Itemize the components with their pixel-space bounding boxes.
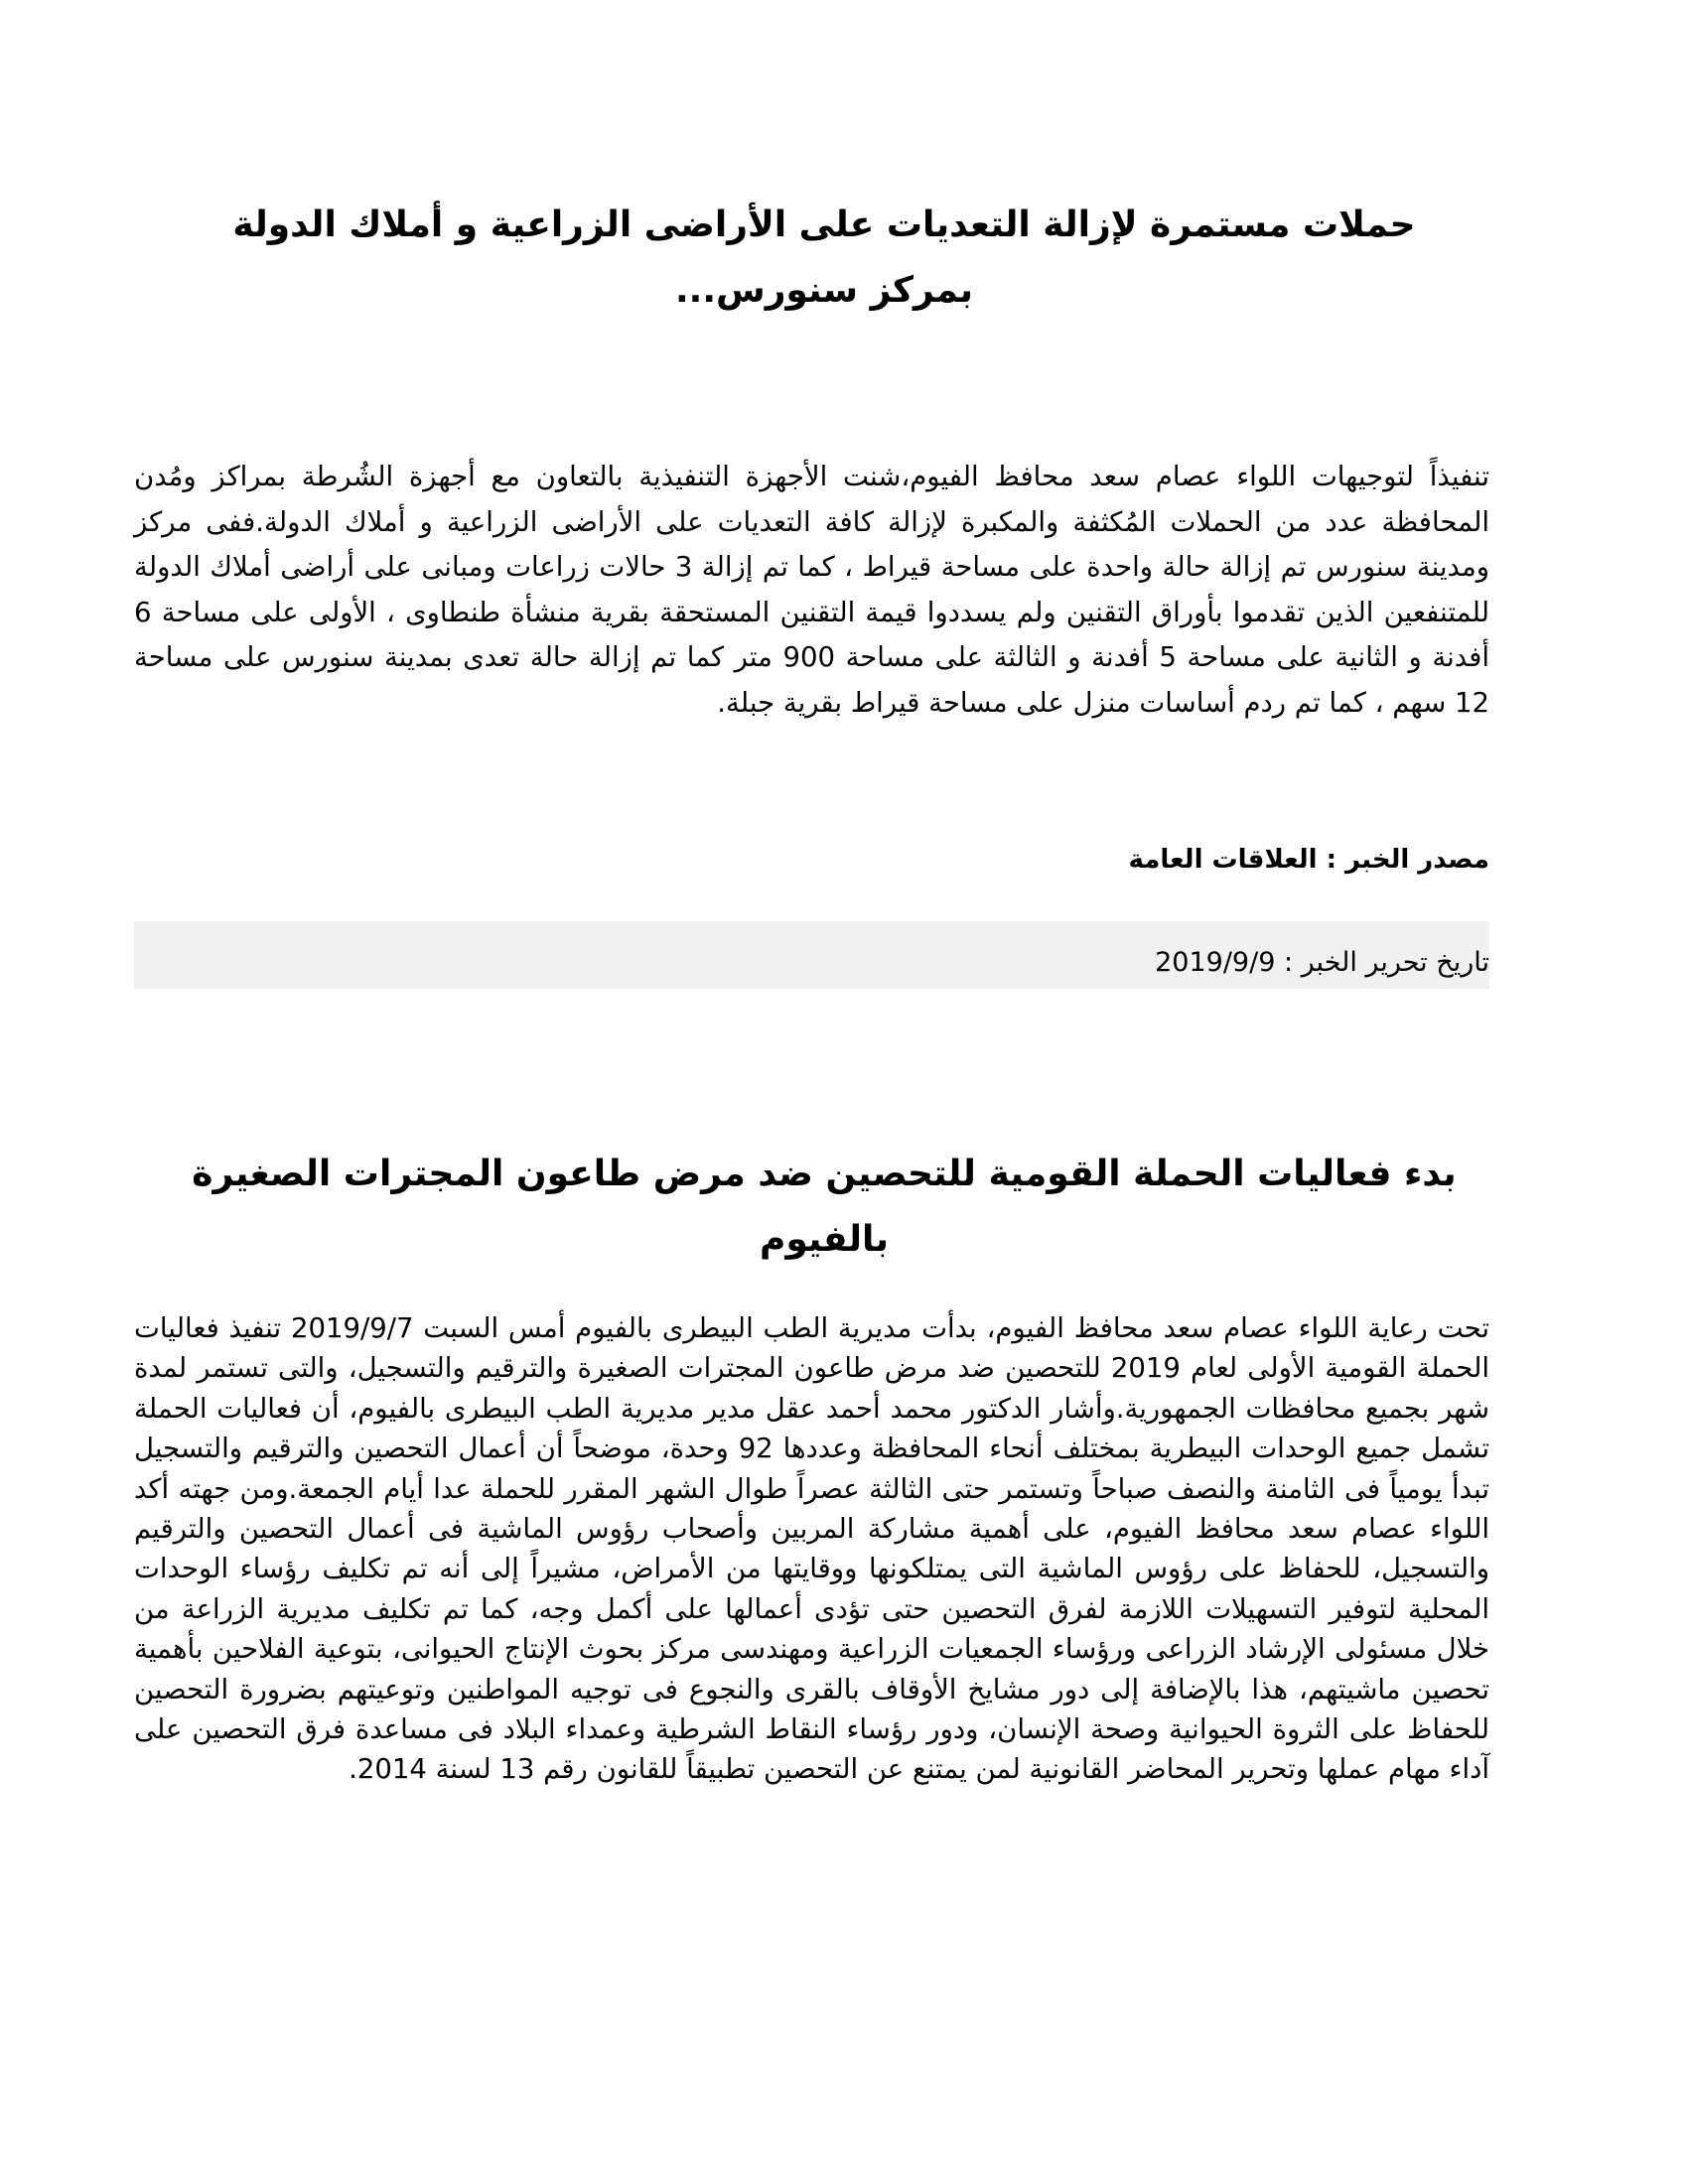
article-1-date-bar (134, 921, 1489, 989)
article-1-date: تاريخ تحرير الخبر : 2019/9/9 (1155, 947, 1489, 978)
article-2-body: تحت رعاية اللواء عصام سعد محافظ الفيوم، بدأت مديرية الطب البيطرى بالفيوم أمس السبت 2019/9/7 تنفيذ فعاليات الحملة القومية الأولى لعام 2019 للتحصين ضد مرض طاعون المجترات الصغيرة والترقيم والتسجيل، والتى تستمر لمدة شهر بجميع محافظات الجمهورية.وأشار الدكتور محمد أحمد عقل مدير مديرية الطب البيطرى بالفيوم، أن فعاليات الحملة تشمل جميع الوحدات البيطرية بمختلف أنحاء المحافظة وعددها 92 وحدة، موضحاً أن أعمال التحصين والترقيم والتسجيل تبدأ يومياً فى الثامنة والنصف صباحاً وتستمر حتى الثالثة عصراً طوال الشهر المقرر للحملة عدا أيام الجمعة.ومن جهته أكد اللواء عصام سعد محافظ الفيوم، على أهمية مشاركة المربين وأصحاب رؤوس الماشية فى أعمال التحصين والترقيم والتسجيل، للحفاظ على رؤوس الماشية التى يمتلكونها ووقايتها من الأمراض، مشيراً إلى أنه تم تكليف رؤساء الوحدات المحلية لتوفير التسهيلات اللازمة لفرق التحصين حتى تؤدى أعمالها على أكمل وجه، كما تم تكليف مديرية الزراعة من خلال مسئولى الإرشاد الزراعى ورؤساء الجمعيات الزراعية ومهندسى مركز بحوث الإنتاج الحيوانى، بتوعية الفلاحين بأهمية تحصين ماشيتهم، هذا بالإضافة إلى دور مشايخ الأوقاف بالقرى والنجوع فى توجيه المواطنين وتوعيتهم بضرورة التحصين للحفاظ على الثروة الحيوانية وصحة الإنسان، ودور رؤساء النقاط الشرطية وعمداء البلاد فى مساعدة فرق التحصين على آداء مهام عملها وتحرير المحاضر القانونية لمن يمتنع عن التحصين تطبيقاً للقانون رقم 13 لسنة 2014. (134, 1312, 1490, 1786)
article-2-title: بدء فعاليات الحملة القومية للتحصين ضد مرض طاعون المجترات الصغيرة بالفيوم (192, 1154, 1457, 1260)
article-1-source: مصدر الخبر : العلاقات العامة (1128, 845, 1489, 875)
article-1-title: حملات مستمرة لإزالة التعديات على الأراضى الزراعية و أملاك الدولة بمركز سنورس... (232, 205, 1416, 311)
article-1-body: تنفيذاً لتوجيهات اللواء عصام سعد محافظ الفيوم،شنت الأجهزة التنفيذية بالتعاون مع أجهزة الشُرطة بمراكز ومُدن المحافظة عدد من الحملات المُكثفة والمكبرة لإزالة كافة التعديات على الأراضى الزراعية و أملاك الدولة.ففى مركز ومدينة سنورس تم إزالة حالة واحدة على مساحة قيراط ، كما تم إزالة 3 حالات زراعات ومبانى على أراضى أملاك الدولة للمتنفعين الذين تقدموا بأوراق التقنين ولم يسددوا قيمة التقنين المستحقة بقرية منشأة طنطاوى ، الأولى على مساحة 6 أفدنة و الثانية على مساحة 5 أفدنة و الثالثة على مساحة 900 متر كما تم إزالة حالة تعدى بمدينة سنورس على مساحة 12 سهم ، كما تم ردم أساسات منزل على مساحة قيراط بقرية جبلة. (134, 461, 1489, 719)
